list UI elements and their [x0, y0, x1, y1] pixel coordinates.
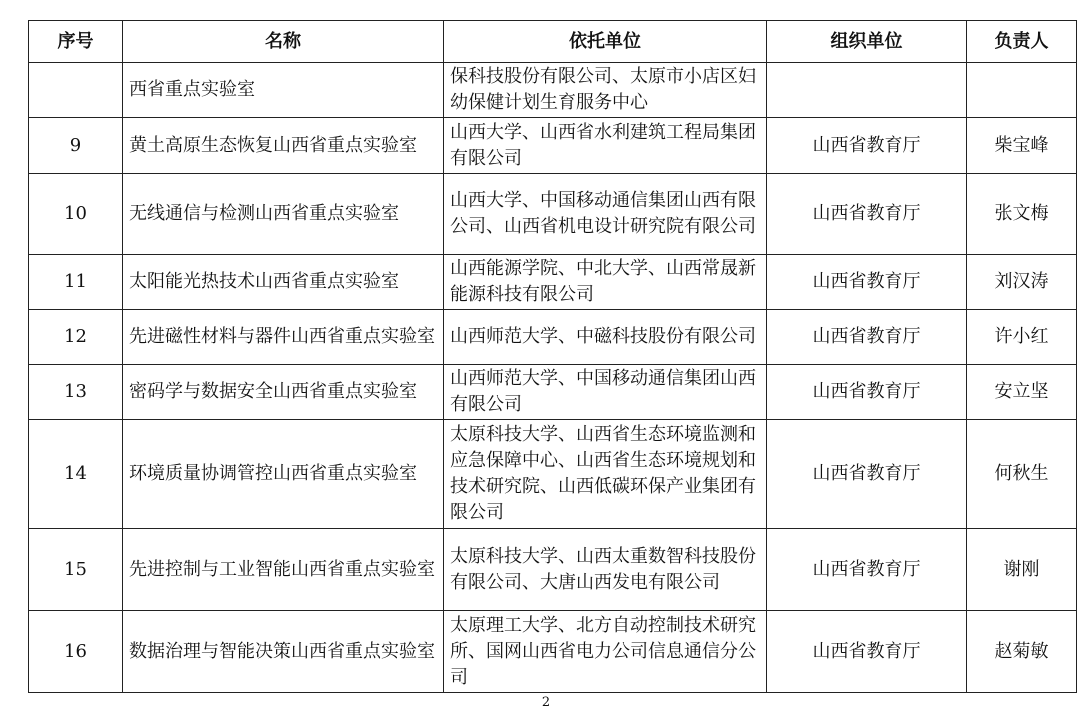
- table-row: [29, 63, 1077, 118]
- cell-org: 山西省教育厅: [767, 365, 967, 420]
- cell-lead: 安立坚: [967, 365, 1077, 420]
- cell-org: [767, 63, 967, 118]
- cell-no: 10: [29, 174, 123, 255]
- cell-lead: 张文梅: [967, 174, 1077, 255]
- cell-lead: 许小红: [967, 310, 1077, 365]
- cell-name: 无线通信与检测山西省重点实验室: [123, 174, 444, 255]
- cell-name: 先进磁性材料与器件山西省重点实验室: [123, 310, 444, 365]
- cell-name: 西省重点实验室: [123, 63, 444, 118]
- cell-lead: [967, 63, 1077, 118]
- cell-host: 山西师范大学、中磁科技股份有限公司: [444, 310, 767, 365]
- table-row: [29, 529, 1077, 611]
- table-row: [29, 310, 1077, 365]
- table-row: [29, 611, 1077, 693]
- table-row: [29, 255, 1077, 310]
- cell-lead: 赵菊敏: [967, 611, 1077, 693]
- cell-host: 保科技股份有限公司、太原市小店区妇幼保健计划生育服务中心: [444, 63, 767, 118]
- cell-name: 密码学与数据安全山西省重点实验室: [123, 365, 444, 420]
- cell-name: 太阳能光热技术山西省重点实验室: [123, 255, 444, 310]
- cell-lead: 柴宝峰: [967, 118, 1077, 174]
- cell-no: [29, 63, 123, 118]
- cell-no: 9: [29, 118, 123, 174]
- cell-org: 山西省教育厅: [767, 255, 967, 310]
- cell-no: 16: [29, 611, 123, 693]
- table-row: [29, 174, 1077, 255]
- cell-no: 11: [29, 255, 123, 310]
- cell-host: 山西师范大学、中国移动通信集团山西有限公司: [444, 365, 767, 420]
- cell-org: 山西省教育厅: [767, 420, 967, 529]
- cell-org: 山西省教育厅: [767, 118, 967, 174]
- cell-org: 山西省教育厅: [767, 529, 967, 611]
- cell-host: 山西大学、山西省水利建筑工程局集团有限公司: [444, 118, 767, 174]
- lab-table: [28, 20, 1077, 693]
- cell-name: 环境质量协调管控山西省重点实验室: [123, 420, 444, 529]
- header-host: 依托单位: [444, 21, 767, 63]
- cell-org: 山西省教育厅: [767, 611, 967, 693]
- table-row: [29, 420, 1077, 529]
- cell-no: 14: [29, 420, 123, 529]
- cell-lead: 何秋生: [967, 420, 1077, 529]
- cell-name: 黄土高原生态恢复山西省重点实验室: [123, 118, 444, 174]
- table-row: [29, 365, 1077, 420]
- cell-host: 太原科技大学、山西省生态环境监测和应急保障中心、山西省生态环境规划和技术研究院、山西低碳环保产业集团有限公司: [444, 420, 767, 529]
- page-number: 2: [541, 695, 551, 710]
- header-name: 名称: [123, 21, 444, 63]
- cell-lead: 刘汉涛: [967, 255, 1077, 310]
- cell-host: 山西大学、中国移动通信集团山西有限公司、山西省机电设计研究院有限公司: [444, 174, 767, 255]
- header-no: 序号: [29, 21, 123, 63]
- cell-name: 先进控制与工业智能山西省重点实验室: [123, 529, 444, 611]
- header-lead: 负责人: [967, 21, 1077, 63]
- cell-host: 太原科技大学、山西太重数智科技股份有限公司、大唐山西发电有限公司: [444, 529, 767, 611]
- cell-name: 数据治理与智能决策山西省重点实验室: [123, 611, 444, 693]
- cell-lead: 谢刚: [967, 529, 1077, 611]
- cell-no: 13: [29, 365, 123, 420]
- cell-org: 山西省教育厅: [767, 310, 967, 365]
- table-header-row: [29, 21, 1077, 63]
- cell-host: 山西能源学院、中北大学、山西常晟新能源科技有限公司: [444, 255, 767, 310]
- table-row: [29, 118, 1077, 174]
- cell-no: 15: [29, 529, 123, 611]
- cell-org: 山西省教育厅: [767, 174, 967, 255]
- header-org: 组织单位: [767, 21, 967, 63]
- cell-no: 12: [29, 310, 123, 365]
- cell-host: 太原理工大学、北方自动控制技术研究所、国网山西省电力公司信息通信分公司: [444, 611, 767, 693]
